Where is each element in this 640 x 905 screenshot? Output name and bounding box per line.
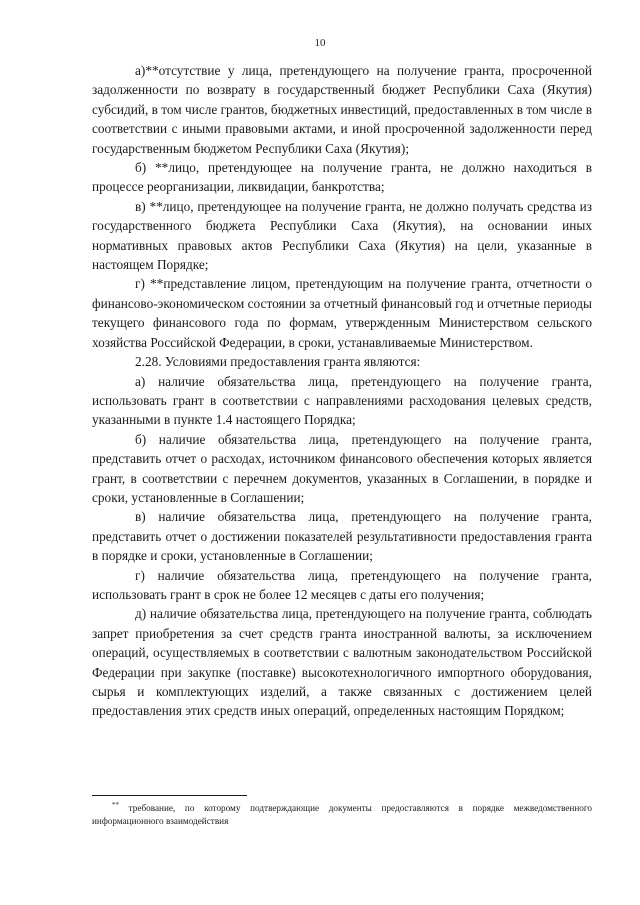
paragraph-2-28-a: а) наличие обязательства лица, претендующего на получение гранта, использовать грант в соответствии с направлениями расходования целевых средств, указанными в пункте 1.4 настоящего Порядка; [92,373,592,428]
paragraph-2-28-g: г) наличие обязательства лица, претендующего на получение гранта, использовать грант в срок не более 12 месяцев с даты его получения; [92,567,592,602]
body-text [92,61,592,721]
footnote [92,802,592,828]
paragraph-2-27-a: а)**отсутствие у лица, претендующего на получение гранта, просроченной задолженности по возврату в государственный бюджет Республики Саха (Якутия) субсидий, в том числе грантов, бюджетных инвестиций, предоставленных в том числе в соответствии с иными правовыми актами, и иной просроченной задолженности перед государственным бюджетом Республики Саха (Якутия); [92,63,592,156]
paragraph-2-28-heading: 2.28. Условиями предоставления гранта являются: [135,354,421,370]
paragraph-2-28-d: д) наличие обязательства лица, претендующего на получение гранта, соблюдать запрет приобретения за счет средств гранта иностранной валюты, за исключением операций, осуществляемых в соответствии с валютным законодательством Российской Федерации при закупке (поставке) высокотехнологичного импортного оборудования, сырья и комплектующих изделий, а также связанных с достижением целей предоставления этих средств иных операций, определенных настоящим Порядком; [92,606,592,719]
paragraph-2-28-b: б) наличие обязательства лица, претендующего на получение гранта, представить отчет о расходах, источником финансового обеспечения которых является грант, в соответствии с перечнем документов, указанных в Соглашении, в порядке и сроки, установленные в Соглашении; [92,431,592,505]
paragraph-2-27-b: б) **лицо, претендующее на получение гранта, не должно находиться в процессе реорганизации, ликвидации, банкротства; [92,160,592,195]
paragraph-2-27-g: г) **представление лицом, претендующим на получение гранта, отчетности о финансово-экономическом состоянии за отчетный финансовый год и отчетные периоды текущего финансового года по формам, утвержденным Министерством сельского хозяйства Российской Федерации, в сроки, устанавливаемые Министерством. [92,276,592,350]
footnote-text: требование, по которому подтверждающие документы предоставляются в порядке межведомственного информационного взаимодействия [92,803,592,826]
page-number: 10 [314,37,326,49]
footnote-divider [92,795,247,796]
paragraph-2-28-v: в) наличие обязательства лица, претендующего на получение гранта, представить отчет о достижении показателей результативности предоставления гранта в порядке и сроки, установленные в Соглашении; [92,509,592,564]
footnote-mark: ** [112,800,119,809]
paragraph-2-27-v: в) **лицо, претендующее на получение гранта, не должно получать средства из государственного бюджета Республики Саха (Якутия), на основании иных нормативных правовых актов Республики Саха (Якутия) на цели, указанные в настоящем Порядке; [92,198,592,273]
